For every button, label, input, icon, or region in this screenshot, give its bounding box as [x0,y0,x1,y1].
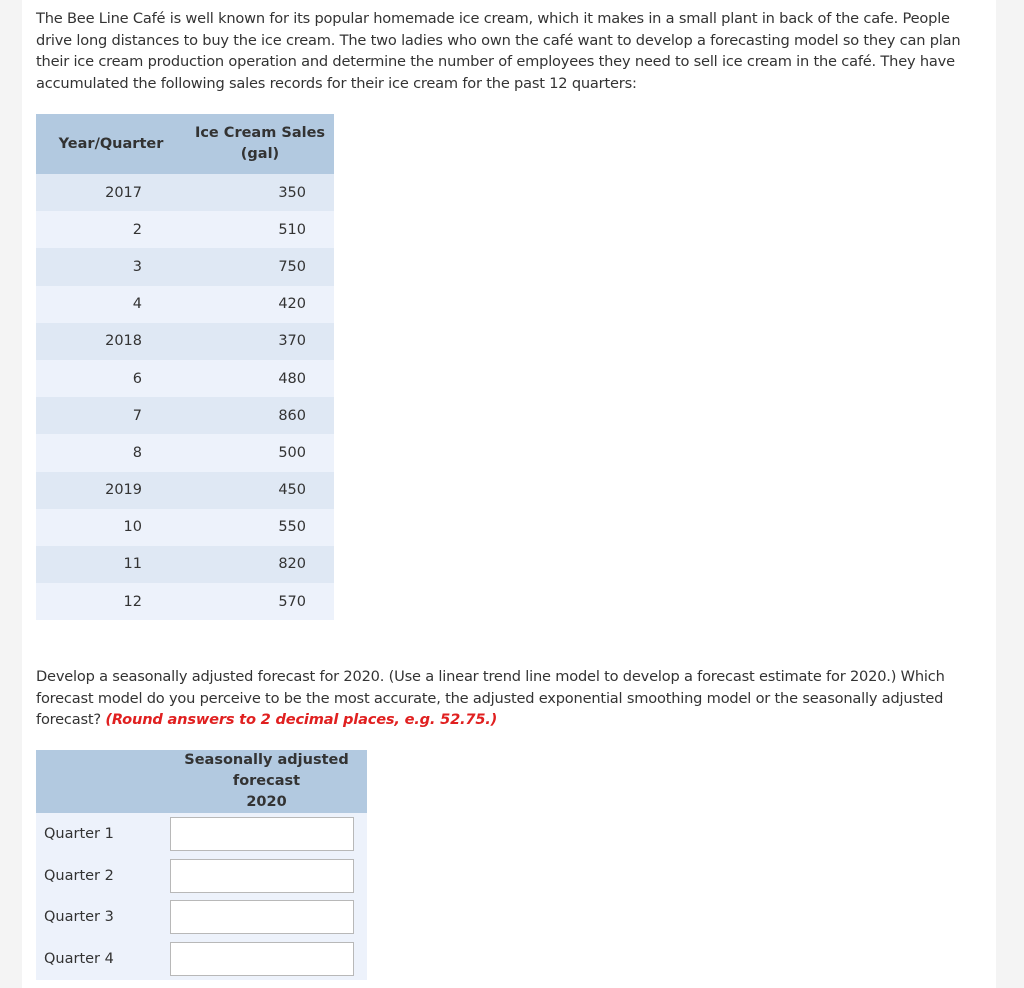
quarter-cell: 2017 [36,174,186,211]
col-ice-cream-sales [186,114,334,174]
forecast-input-quarter-4[interactable] [170,942,354,976]
sales-value-cell: 820 [186,546,334,583]
quarter-cell: 7 [36,397,186,434]
forecast-table-body [36,813,367,980]
sales-value-cell: 500 [186,434,334,471]
table-row [36,397,334,434]
sales-value-cell: 750 [186,248,334,285]
quarter-label: Quarter 2 [36,855,166,897]
table-row [36,509,334,546]
quarter-cell: 10 [36,509,186,546]
sales-value-cell: 450 [186,472,334,509]
table-row [36,583,334,620]
table-row [36,211,334,248]
table-row [36,546,334,583]
forecast-row [36,938,367,980]
sales-table-body [36,174,334,620]
quarter-cell: 2018 [36,323,186,360]
forecast-input-cell [166,938,367,980]
quarter-label: Quarter 1 [36,813,166,855]
question-body: Develop a seasonally adjusted forecast for 2020. (Use a linear trend line model to develop a forecast estimate for 2020.) Which forecast model do you perceive to be the most accurate, the adjusted exponential smoothing model or the seasonally adjusted forecast? [36,668,945,728]
rounding-hint: (Round answers to 2 decimal places, e.g. 52.75.) [105,711,498,728]
table-row [36,360,334,397]
col-sales-line2: (gal) [240,146,280,162]
page [22,0,996,988]
table-row [36,434,334,471]
quarter-cell: 8 [36,434,186,471]
table-row [36,248,334,285]
quarter-label: Quarter 4 [36,938,166,980]
forecast-header [166,750,367,813]
forecast-table [36,750,367,980]
forecast-table-header [36,750,367,813]
sales-value-cell: 860 [186,397,334,434]
forecast-input-quarter-2[interactable] [170,859,354,893]
forecast-input-cell [166,813,367,855]
forecast-input-quarter-3[interactable] [170,900,354,934]
quarter-cell: 2019 [36,472,186,509]
col-sales-line1: Ice Cream Sales [194,125,326,141]
sales-value-cell: 550 [186,509,334,546]
sales-value-cell: 480 [186,360,334,397]
sales-value-cell: 420 [186,286,334,323]
table-row [36,472,334,509]
forecast-row [36,855,367,897]
quarter-label: Quarter 3 [36,896,166,938]
col-year-quarter: Year/Quarter [36,114,186,174]
forecast-input-quarter-1[interactable] [170,817,354,851]
problem-intro: The Bee Line Café is well known for its popular homemade ice cream, which it makes in a small plant in back of the cafe. People drive long distances to buy the ice cream. The two ladies who own the café want to develop a forecasting model so they can plan their ice cream production operation and determine the number of employees they need to sell ice cream in the café. They have accumulated the following sales records for their ice cream for the past 12 quarters: [36,10,961,92]
table-row [36,286,334,323]
quarter-cell: 3 [36,248,186,285]
sales-value-cell: 510 [186,211,334,248]
table-row [36,174,334,211]
forecast-header-line2: 2020 [246,794,287,810]
sales-value-cell: 370 [186,323,334,360]
table-row [36,323,334,360]
quarter-cell: 6 [36,360,186,397]
quarter-cell: 12 [36,583,186,620]
forecast-header-blank [36,750,166,813]
forecast-input-cell [166,855,367,897]
forecast-row [36,896,367,938]
question-text [36,666,986,731]
forecast-row [36,813,367,855]
sales-table [36,114,334,620]
sales-value-cell: 570 [186,583,334,620]
quarter-cell: 4 [36,286,186,323]
quarter-cell: 11 [36,546,186,583]
forecast-input-cell [166,896,367,938]
quarter-cell: 2 [36,211,186,248]
sales-value-cell: 350 [186,174,334,211]
forecast-header-line1: Seasonally adjusted forecast [184,752,349,789]
sales-table-header [36,114,334,174]
